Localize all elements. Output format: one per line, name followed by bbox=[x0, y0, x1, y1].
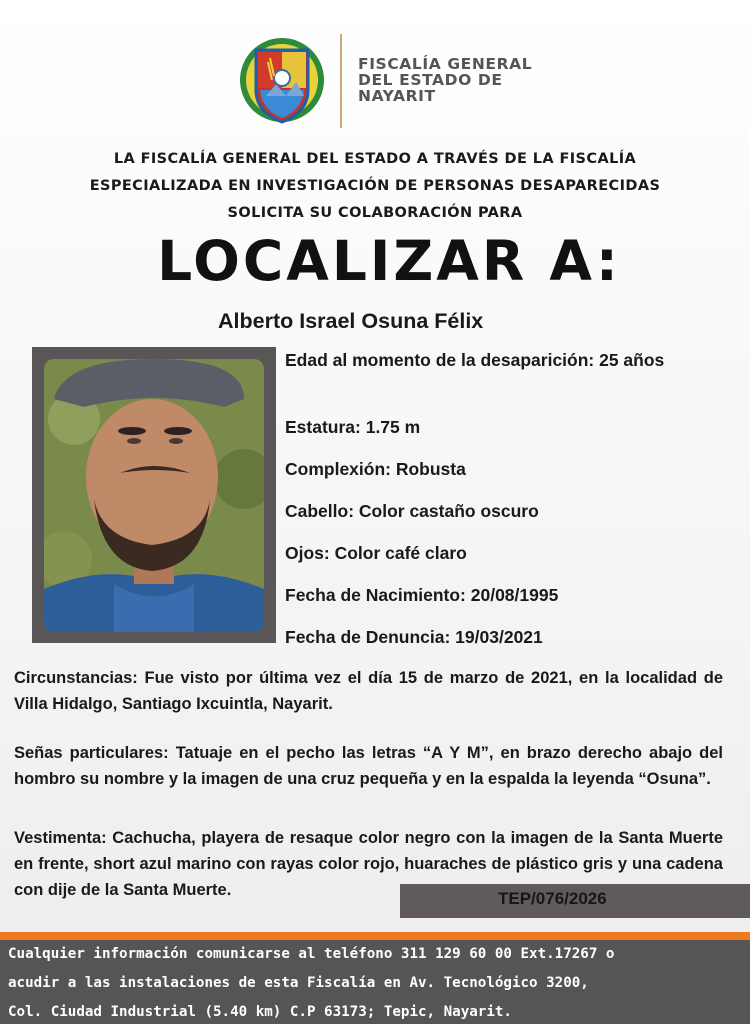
intro-line: LA FISCALÍA GENERAL DEL ESTADO A TRAVÉS DE LA FISCALÍA bbox=[113, 151, 637, 167]
contact-footer bbox=[0, 932, 750, 1024]
detail-eyes: Ojos: Color café claro bbox=[285, 543, 467, 563]
footer-line: Cualquier información comunicarse al teléfono 311 129 60 00 Ext.17267 o bbox=[8, 946, 615, 962]
circumstances-text: Circunstancias: Fue visto por última vez el día 15 de marzo de 2021, en la localidad de Villa Hidalgo, Santiago Ixcuintla, Nayarit. bbox=[14, 669, 723, 713]
intro-text bbox=[0, 146, 750, 227]
footer-line: acudir a las instalaciones de esta Fiscalía en Av. Tecnológico 3200, bbox=[8, 975, 589, 991]
state-seal-icon bbox=[238, 32, 326, 128]
logo-divider bbox=[340, 34, 342, 128]
person-portrait-icon bbox=[44, 359, 264, 632]
agency-logo bbox=[238, 32, 538, 132]
case-number: TEP/076/2026 bbox=[498, 889, 607, 908]
missing-person-photo bbox=[44, 359, 264, 632]
clothing-text: Vestimenta: Cachucha, playera de resaque color negro con la imagen de la Santa Muerte en frente, short azul marino con rayas color rojo, huaraches de plástico gris y una cadena con dije de la Santa Muerte. bbox=[14, 829, 723, 899]
detail-age: Edad al momento de la desaparición: 25 años bbox=[285, 350, 665, 370]
distinguishing-marks-text: Señas particulares: Tatuaje en el pecho las letras “A Y M”, en brazo derecho abajo del hombro su nombre y la imagen de una cruz pequeña y en la espalda la leyenda “Osuna”. bbox=[14, 744, 723, 788]
intro-line: SOLICITA SU COLABORACIÓN PARA bbox=[227, 205, 523, 221]
photo-frame bbox=[32, 347, 276, 643]
agency-name-line: NAYARIT bbox=[358, 87, 436, 105]
intro-line: ESPECIALIZADA EN INVESTIGACIÓN DE PERSONAS DESAPARECIDAS bbox=[89, 178, 661, 194]
headline: LOCALIZAR A: bbox=[157, 229, 621, 293]
person-name: Alberto Israel Osuna Félix bbox=[218, 309, 484, 333]
footer-line: Col. Ciudad Industrial (5.40 km) C.P 63173; Tepic, Nayarit. bbox=[8, 1004, 512, 1020]
agency-name-line: FISCALÍA GENERAL bbox=[358, 55, 533, 73]
agency-name-line: DEL ESTADO DE bbox=[358, 71, 503, 89]
detail-height: Estatura: 1.75 m bbox=[285, 417, 421, 437]
case-number-box bbox=[400, 884, 750, 918]
detail-hair: Cabello: Color castaño oscuro bbox=[285, 501, 539, 521]
agency-name bbox=[358, 56, 558, 104]
detail-build: Complexión: Robusta bbox=[285, 459, 466, 479]
detail-report-date: Fecha de Denuncia: 19/03/2021 bbox=[285, 627, 543, 647]
detail-birth-date: Fecha de Nacimiento: 20/08/1995 bbox=[285, 585, 559, 605]
